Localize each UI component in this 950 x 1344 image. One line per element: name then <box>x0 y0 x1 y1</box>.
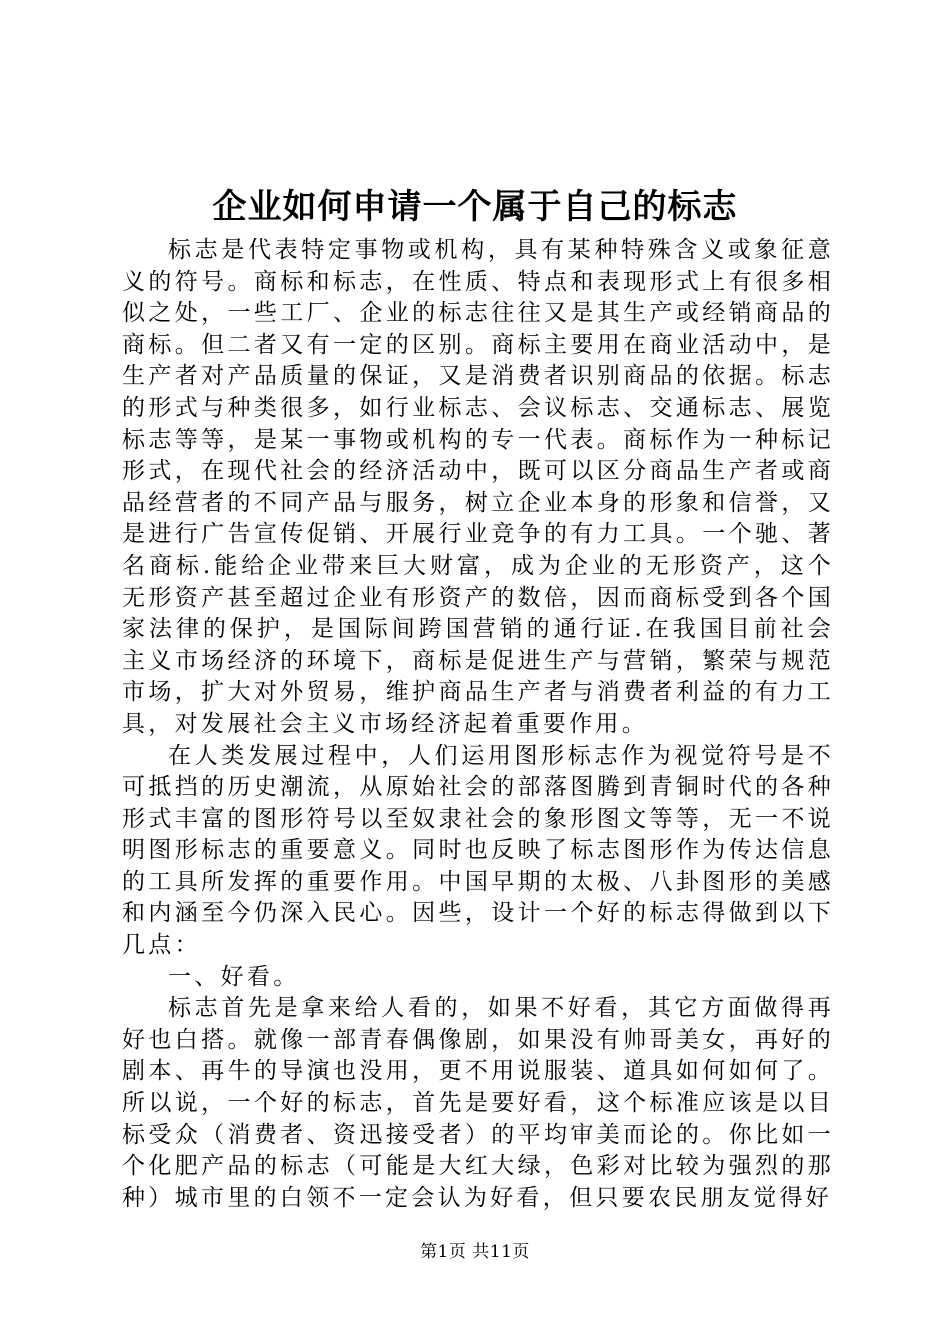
paragraph-history: 在人类发展过程中，人们运用图形标志作为视觉符号是不可抵挡的历史潮流，从原始社会的部落图腾到青铜时代的各种形式丰富的图形符号以至奴隶社会的象形图文等等，无一不说明图形标志的重要意义。同时也反映了标志图形作为传达信息的工具所发挥的重要作用。中国早期的太极、八卦图形的美感和内涵至今仍深入民心。因些，设计一个好的标志得做到以下几点： <box>122 742 834 959</box>
section-heading-good-looking: 一、好看。 <box>168 963 300 990</box>
page-number-footer: 第1页 共11页 <box>420 1242 530 1262</box>
document-body <box>122 235 834 1214</box>
paragraph-good-looking: 标志首先是拿来给人看的，如果不好看，其它方面做得再好也白搭。就像一部青春偶像剧，如果没有帅哥美女，再好的剧本、再牛的导演也没用，更不用说服装、道具如何如何了。所以说，一个好的标志，首先是要好看，这个标准应该是以目标受众（消费者、资迅接受者）的平均审美而论的。你比如一个化肥产品的标志（可能是大红大绿，色彩对比较为强烈的那种）城市里的白领不一定会认为好看，但只要农民朋友觉得好 <box>122 995 834 1211</box>
paragraph-intro: 标志是代表特定事物或机构，具有某种特殊含义或象征意义的符号。商标和标志，在性质、特点和表现形式上有很多相似之处，一些工厂、企业的标志往往又是其生产或经销商品的商标。但二者又有一定的区别。商标主要用在商业活动中，是生产者对产品质量的保证，又是消费者识别商品的依据。标志的形式与种类很多，如行业标志、会议标志、交通标志、展览标志等等，是某一事物或机构的专一代表。商标作为一种标记形式，在现代社会的经济活动中，既可以区分商品生产者或商品经营者的不同产品与服务，树立企业本身的形象和信誉，又是进行广告宣传促销、开展行业竞争的有力工具。一个驰、著名商标.能给企业带来巨大财富，成为企业的无形资产，这个无形资产甚至超过企业有形资产的数倍，因而商标受到各个国家法律的保护，是国际间跨国营销的通行证.在我国目前社会主义市场经济的环境下，商标是促进生产与营销，繁荣与规范市场，扩大对外贸易，维护商品生产者与消费者利益的有力工具，对发展社会主义市场经济起着重要作用。 <box>122 237 834 737</box>
document-title: 企业如何申请一个属于自己的标志 <box>212 187 738 227</box>
